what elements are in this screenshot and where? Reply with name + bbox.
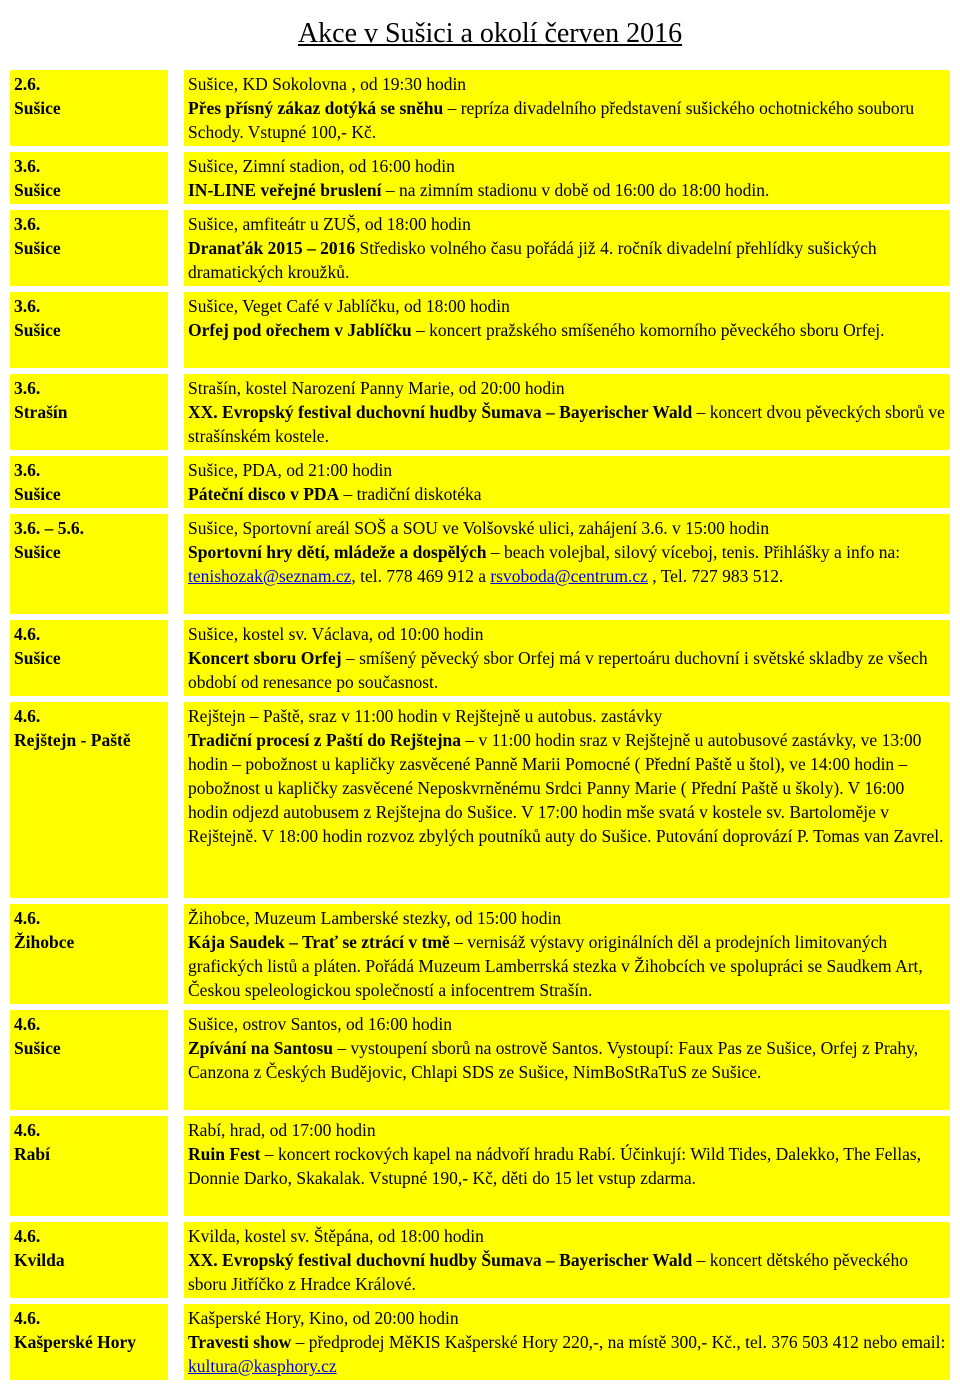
event-title: Orfej pod ořechem v Jablíčku	[188, 320, 412, 340]
event-text: – koncert rockových kapel na nádvoří hradu Rabí. Účinkují: Wild Tides, Dalekko, The Fellas, Donnie Darko, Skakalak. Vstupné 190,- Kč, děti do 15 let vstup zdarma.	[188, 1144, 922, 1188]
event-location: Sušice, Veget Café v Jablíčku, od 18:00 hodin	[188, 296, 510, 316]
event-description	[188, 540, 946, 588]
event-date-cell	[10, 210, 168, 286]
event-text: – na zimním stadionu v době od 16:00 do 18:00 hodin.	[381, 180, 770, 200]
event-date-cell	[10, 292, 168, 368]
event-date: 4.6.	[14, 1308, 41, 1328]
event-description	[188, 96, 946, 144]
page-title: Akce v Sušici a okolí červen 2016	[297, 17, 683, 49]
event-date-cell	[10, 152, 168, 204]
event-text: – beach volejbal, silový víceboj, tenis. Přihlášky a info na:	[486, 542, 901, 562]
events-table	[10, 70, 950, 1386]
event-date-cell	[10, 456, 168, 508]
event-date-cell	[10, 374, 168, 450]
event-row	[10, 210, 950, 286]
event-text: – v 11:00 hodin sraz v Rejštejně u autobusové zastávky, ve 13:00 hodin – pobožnost u kapličky zasvěcené Panně Marii Pomocné ( Přední Paště u štol), ve 14:00 hodin – pobožnost u kapličky zasvěcené Neposkvrněnému Srdci Panny Marie ( Přední Paště u školy). V 16:00 hodin odjezd autobusem z Rejštejna do Sušice. V 17:00 hodin mše svatá v kostele sv. Bartoloměje v Rejštejně. V 18:00 hodin rozvoz zbylých poutníků auty do Sušice. Putování doprovází P. Tomas van Zavrel.	[188, 730, 944, 846]
email-link[interactable]: tenishozak@seznam.cz	[188, 566, 352, 586]
event-place: Sušice	[14, 320, 61, 340]
event-description	[188, 728, 946, 848]
event-title: Zpívání na Santosu	[188, 1038, 333, 1058]
event-place: Sušice	[14, 180, 61, 200]
event-row	[10, 514, 950, 614]
event-description-cell	[184, 292, 950, 368]
event-description	[188, 1330, 946, 1378]
event-description-cell	[184, 1304, 950, 1380]
event-row	[10, 620, 950, 696]
event-date: 3.6.	[14, 296, 41, 316]
event-location: Rejštejn – Paště, sraz v 11:00 hodin v Rejštejně u autobus. zastávky	[188, 706, 663, 726]
event-place: Rabí	[14, 1144, 50, 1164]
event-title: Tradiční procesí z Paští do Rejštejna	[188, 730, 462, 750]
event-place: Sušice	[14, 648, 61, 668]
event-date: 3.6.	[14, 460, 41, 480]
event-location: Sušice, amfiteátr u ZUŠ, od 18:00 hodin	[188, 214, 471, 234]
event-text-mid: , tel. 778 469 912 a	[351, 566, 491, 586]
event-place: Kvilda	[14, 1250, 65, 1270]
event-date: 4.6.	[14, 1120, 41, 1140]
event-place: Sušice	[14, 238, 61, 258]
event-description	[188, 1248, 946, 1296]
event-date: 4.6.	[14, 624, 41, 644]
event-description	[188, 318, 946, 342]
event-description-cell	[184, 1222, 950, 1298]
event-location: Sušice, ostrov Santos, od 16:00 hodin	[188, 1014, 452, 1034]
event-row	[10, 1116, 950, 1216]
event-row	[10, 374, 950, 450]
event-description-cell	[184, 1010, 950, 1110]
event-text-end: , Tel. 727 983 512.	[647, 566, 784, 586]
event-title: XX. Evropský festival duchovní hudby Šumava – Bayerischer Wald	[188, 402, 693, 422]
event-title: Ruin Fest	[188, 1144, 261, 1164]
event-description	[188, 236, 946, 284]
event-row	[10, 702, 950, 898]
event-text: Středisko volného času pořádá již 4. ročník divadelní přehlídky sušických dramatických kroužků.	[188, 238, 877, 282]
event-place: Rejštejn - Paště	[14, 730, 131, 750]
event-location: Sušice, Zimní stadion, od 16:00 hodin	[188, 156, 455, 176]
event-location: Kvilda, kostel sv. Štěpána, od 18:00 hodin	[188, 1226, 484, 1246]
event-description-cell	[184, 1116, 950, 1216]
event-date-cell	[10, 620, 168, 696]
event-description-cell	[184, 374, 950, 450]
event-description-cell	[184, 620, 950, 696]
event-location: Sušice, kostel sv. Václava, od 10:00 hodin	[188, 624, 484, 644]
event-date: 3.6.	[14, 378, 41, 398]
event-row	[10, 1010, 950, 1110]
event-date: 4.6.	[14, 908, 41, 928]
event-place: Žihobce	[14, 932, 75, 952]
event-date: 2.6.	[14, 74, 41, 94]
event-date-cell	[10, 1304, 168, 1380]
event-title: Přes přísný zákaz dotýká se sněhu	[188, 98, 444, 118]
event-row	[10, 1304, 950, 1380]
event-description	[188, 930, 946, 1002]
event-date-cell	[10, 1116, 168, 1216]
event-date-cell	[10, 514, 168, 614]
event-row	[10, 292, 950, 368]
event-location: Kašperské Hory, Kino, od 20:00 hodin	[188, 1308, 459, 1328]
event-text: – vystoupení sborů na ostrově Santos. Vystoupí: Faux Pas ze Sušice, Orfej z Prahy, Canzona z Českých Budějovic, Chlapi SDS ze Sušice, NimBoStRaTuS ze Sušice.	[188, 1038, 919, 1082]
event-place: Sušice	[14, 484, 61, 504]
event-title: Kája Saudek – Trať se ztrácí v tmě	[188, 932, 450, 952]
event-location: Sušice, Sportovní areál SOŠ a SOU ve Volšovské ulici, zahájení 3.6. v 15:00 hodin	[188, 518, 770, 538]
event-title: Sportovní hry dětí, mládeže a dospělých	[188, 542, 487, 562]
event-text: – předprodej MěKIS Kašperské Hory 220,-, na místě 300,- Kč., tel. 376 503 412 nebo email:	[291, 1332, 946, 1352]
event-date-cell	[10, 70, 168, 146]
event-title: Travesti show	[188, 1332, 292, 1352]
event-row	[10, 1222, 950, 1298]
event-description	[188, 482, 946, 506]
event-description	[188, 646, 946, 694]
event-location: Žihobce, Muzeum Lamberské stezky, od 15:00 hodin	[188, 908, 562, 928]
event-description	[188, 178, 946, 202]
event-text: – koncert pražského smíšeného komorního pěveckého sboru Orfej.	[411, 320, 885, 340]
event-text: – vernisáž výstavy originálních děl a prodejních limitovaných grafických listů a pláten. Pořádá Muzeum Lamberrská stezka v Žihobcích ve spolupráci se Saudkem Art, Českou speleologickou společností a infocentrem Strašín.	[188, 932, 923, 1000]
event-date: 3.6.	[14, 156, 41, 176]
event-date-cell	[10, 702, 168, 898]
email-link[interactable]: rsvoboda@centrum.cz	[490, 566, 648, 586]
event-text: – koncert dvou pěveckých sborů ve strašínském kostele.	[188, 402, 945, 446]
event-date-cell	[10, 1222, 168, 1298]
event-date: 3.6.	[14, 214, 41, 234]
event-title: IN-LINE veřejné bruslení	[188, 180, 382, 200]
event-description	[188, 400, 946, 448]
event-location: Sušice, PDA, od 21:00 hodin	[188, 460, 393, 480]
event-description	[188, 1036, 946, 1084]
event-row	[10, 904, 950, 1004]
event-title: Koncert sboru Orfej	[188, 648, 342, 668]
event-date: 4.6.	[14, 1226, 41, 1246]
event-date: 3.6. – 5.6.	[14, 518, 84, 538]
event-description-cell	[184, 456, 950, 508]
event-place: Sušice	[14, 1038, 61, 1058]
event-location: Sušice, KD Sokolovna , od 19:30 hodin	[188, 74, 467, 94]
event-date-cell	[10, 1010, 168, 1110]
event-description-cell	[184, 152, 950, 204]
event-description-cell	[184, 514, 950, 614]
event-date: 4.6.	[14, 706, 41, 726]
event-location: Rabí, hrad, od 17:00 hodin	[188, 1120, 376, 1140]
event-text: – repríza divadelního představení sušického ochotnického souboru Schody. Vstupné 100,- Kč.	[188, 98, 915, 142]
event-title: XX. Evropský festival duchovní hudby Šumava – Bayerischer Wald	[188, 1250, 693, 1270]
event-text: – koncert dětského pěveckého sboru Jitříčko z Hradce Králové.	[188, 1250, 908, 1294]
event-description-cell	[184, 702, 950, 898]
event-description	[188, 1142, 946, 1190]
event-description-cell	[184, 904, 950, 1004]
event-date: 4.6.	[14, 1014, 41, 1034]
event-place: Sušice	[14, 542, 61, 562]
email-link[interactable]: kultura@kasphory.cz	[188, 1356, 337, 1376]
event-place: Sušice	[14, 98, 61, 118]
event-title: Dranaťák 2015 – 2016	[188, 238, 356, 258]
event-location: Strašín, kostel Narození Panny Marie, od 20:00 hodin	[188, 378, 565, 398]
event-row	[10, 70, 950, 146]
event-place: Kašperské Hory	[14, 1332, 137, 1352]
event-title: Páteční disco v PDA	[188, 484, 340, 504]
event-text: – tradiční diskotéka	[339, 484, 482, 504]
event-row	[10, 456, 950, 508]
event-date-cell	[10, 904, 168, 1004]
event-row	[10, 152, 950, 204]
event-description-cell	[184, 210, 950, 286]
event-place: Strašín	[14, 402, 68, 422]
event-description-cell	[184, 70, 950, 146]
event-text: – smíšený pěvecký sbor Orfej má v repertoáru duchovní i světské skladby ze všech období od renesance po současnost.	[188, 648, 928, 692]
